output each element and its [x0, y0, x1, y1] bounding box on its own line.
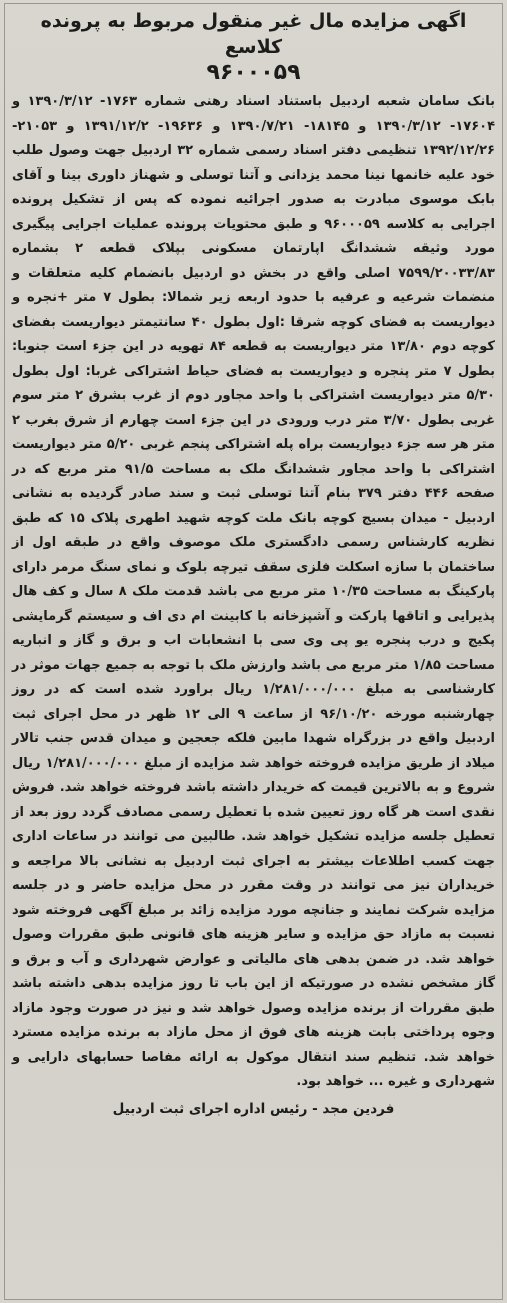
notice-signature: فردین مجد - رئیس اداره اجرای ثبت اردبیل [112, 1100, 395, 1117]
notice-body: بانک سامان شعبه اردبیل باستناد اسناد رهنی شماره ۱۷۶۳- ۱۳۹۰/۳/۱۲ و ۱۷۶۰۴- ۱۳۹۰/۳/۱۲ و ۱۸۱۴۵- ۱۳۹۰/۷/۲۱ و ۱۹۶۳۶- ۱۳۹۱/۱۲/۲ و ۲۱۰۵۳- ۱۳۹۲/۱۲/۲۶ تنظیمی دفتر اسناد رسمی شماره ۳۲ اردبیل جهت وصول طلب خود علیه خانمها نینا محمد یزدانی و آتنا توسلی و شهناز داوری بینا و آقای بابک موسوی مبادرت به صدور اجرائیه نموده که پس از تشکیل پرونده اجرایی به کلاسه ۹۶۰۰۰۵۹ و طبق محتویات پرونده عملیات اجرایی پیگیری مورد وثیقه ششدانگ اپارتمان مسکونی بپلاک قطعه ۲ بشماره ۷۵۹۹/۲۰۰۳۳/۸۳ اصلی واقع در بخش دو اردبیل بانضمام کلیه متعلقات و منضمات شرعیه و عرفیه با حدود اربعه زیر شمالا: بطول ۷ متر +نجره و دیواریست به فضای کوچه شرقا :اول بطول ۴۰ سانتیمتر دیواریست بفضای کوچه دوم ۱۳/۸۰ متر دیواریست به قطعه ۸۴ تهویه در این جزء است جنوبا: بطول ۷ متر پنجره و دیواریست به فضای حیاط اشتراکی غربا: اول بطول ۵/۳۰ متر دیواریست اشتراکی با واحد مجاور دوم از غرب بشرق ۲ متر سوم غربی بطول ۳/۷۰ متر درب ورودی در این جزء است چهارم از شرق بغرب ۲ متر هر سه جزء دیواریست براه پله اشتراکی پنجم غربی ۵/۲۰ متر دیواریست اشتراکی با واحد مجاور ششدانگ ملک به مساحت ۹۱/۵ متر مربع که در صفحه ۴۴۶ دفتر ۳۷۹ بنام آتنا توسلی ثبت و سند صادر گردیده به نشانی اردبیل - میدان بسیج کوچه بانک ملت کوچه شهید اطهری پلاک ۱۵ که طبق نظریه کارشناس رسمی دادگستری ملک موصوف واقع در طبقه اول از ساختمان با سازه اسکلت فلزی سقف تیرچه بلوک و نمای سنگ مرمر دارای پارکینگ به مساحت ۱۰/۳۵ متر مربع می باشد قدمت ملک ۸ سال و کف هال پذیرایی و اتاقها پارکت و آشپزخانه با کابینت ام دی اف و سیستم گرمایشی پکیج و درب پنجره یو پی وی سی با انشعابات اب و برق و گاز و انباریه مساحت ۱/۸۵ متر مربع می باشد وارزش ملک با توجه به جمیع جهات موثر در کارشناسی به مبلغ ۱/۲۸۱/۰۰۰/۰۰۰ ریال براورد شده است که در روز چهارشنبه مورخه ۹۶/۱۰/۲۰ از ساعت ۹ الی ۱۲ ظهر در محل اجرای ثبت اردبیل واقع در بزرگراه شهدا مابین فلکه جعجین و میدان قدس جنب تالار میلاد از طریق مزایده فروخته خواهد شد مزایده از مبلغ ۱/۲۸۱/۰۰۰/۰۰۰ ریال شروع و به بالاترین قیمت که خریدار داشته باشد فروخته خواهد شد. فروش نقدی است هر گاه روز تعیین شده با تعطیل رسمی مصادف گردد روز بعد از تعطیل جلسه مزایده تشکیل خواهد شد. طالبین می توانند در ساعات اداری جهت کسب اطلاعات بیشتر به اجرای ثبت اردبیل به نشانی بالا مراجعه و خریداران نیز می توانند در وقت مقرر در محل مزایده حاضر و در جلسه مزایده شرکت نمایند و جنانچه مورد مزایده زائد بر مبلغ آگهی فروخته شود نسبت به مازاد حق مزایده و سایر هزینه های قانونی طبق مقررات وصول خواهد شد. در ضمن بدهی های مالیاتی و عوارض شهرداری و آب و برق و گاز مشخص نشده در صورتیکه از این باب تا روز مزایده بدهی داشته باشد طبق مقررات از برنده مزایده وصول خواهد شد و نیز در صورت وجود مازاد وجوه پرداختی بابت هزینه های فوق از محل مازاد به برنده مزایده مسترد خواهد شد. تنظیم سند انتقال موکول به ارائه مفاصا حسابهای دارایی و شهرداری و غیره ... خواهد بود. [12, 94, 496, 1089]
case-number: ۹۶۰۰۰۵۹ [206, 60, 301, 85]
notice-title: اگهی مزایده مال غیر منقول مربوط به پرونده کلاسع [40, 10, 467, 58]
